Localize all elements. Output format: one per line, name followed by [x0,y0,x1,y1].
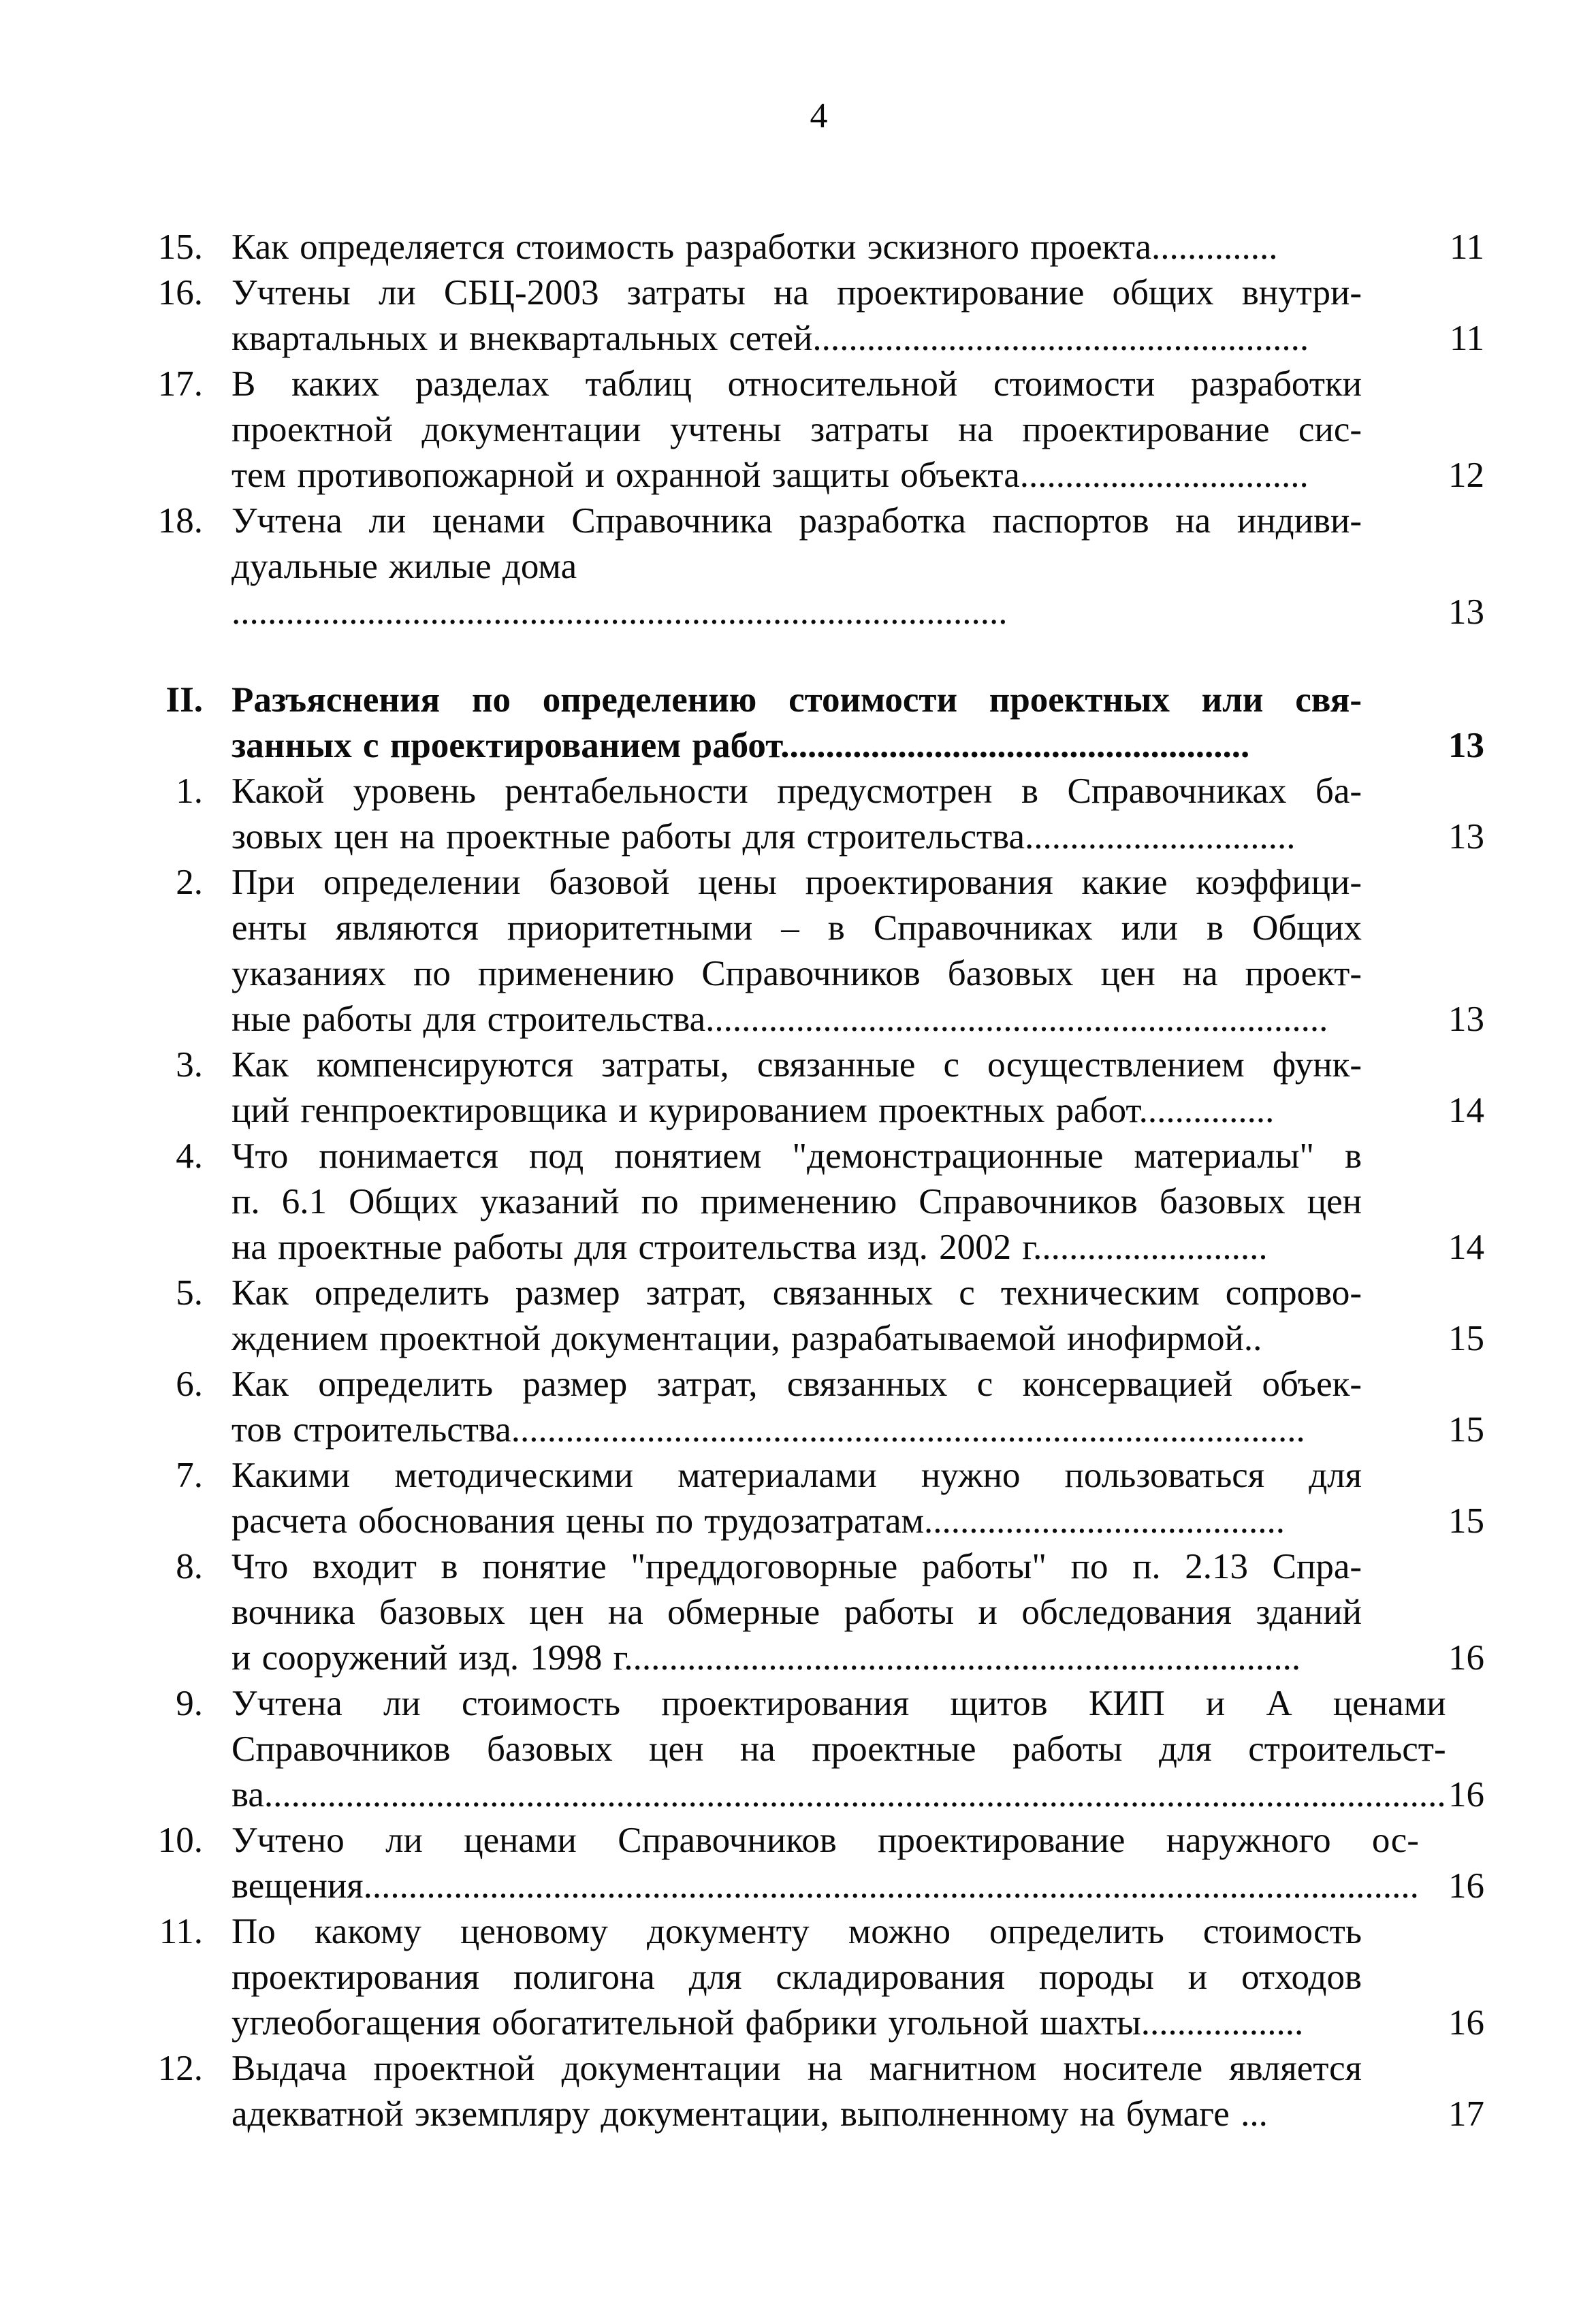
toc-entry-number: 11. [159,1912,203,1951]
toc-entry-text [232,225,1362,270]
toc-entry-page-number: 13 [1448,726,1484,765]
toc-entry-page-number: 13 [1448,592,1484,632]
toc-entry-text [232,1362,1362,1453]
toc-entry-page-number: 13 [1448,999,1484,1039]
toc-entry-line: вещения..................................................................................................................... [232,1866,1419,1906]
toc-entry [153,270,1484,362]
toc-entry-text [232,769,1362,860]
toc-entry-line: При определении базовой цены проектирования какие коэффици- [232,863,1362,902]
toc-entry-page-number: 15 [1448,1501,1484,1541]
toc-entry-number: 6. [176,1364,203,1404]
toc-entry [153,1681,1484,1818]
toc-entry-page-number: 16 [1448,1638,1484,1678]
toc-entry-line: занных с проектированием работ.................................................... [232,726,1250,765]
toc-entry-line: Какой уровень рентабельности предусмотрен в Справочниках ба- [232,771,1362,811]
toc-entry-number: 15. [157,227,203,267]
toc-entry-number: 7. [176,1456,203,1495]
toc-entry-line: ждением проектной документации, разрабатываемой инофирмой.. [232,1319,1262,1358]
toc-entry-page-number: 15 [1448,1410,1484,1450]
page-number-header: 4 [810,97,828,135]
toc-entry-text [232,1909,1362,2046]
toc-entry-line: расчета обоснования цены по трудозатратам........................................ [232,1501,1286,1541]
toc-entry-line: проектной документации учтены затраты на проектирование сис- [232,410,1362,449]
toc-entry-text [232,1134,1362,1270]
toc-entry-text [232,270,1362,362]
toc-entry-line: Разъяснения по определению стоимости проектных или свя- [232,680,1362,720]
toc-entry-text [232,1042,1362,1134]
toc-entry-text [232,1818,1419,1909]
toc-entry-page-number: 11 [1449,227,1484,267]
toc-entry [153,1362,1484,1453]
toc-entry-line: вочника базовых цен на обмерные работы и обследования зданий [232,1593,1362,1632]
toc-entry [153,860,1484,1042]
toc-entry-line: зовых цен на проектные работы для строительства.............................. [232,817,1296,857]
toc-entry-page-number: 16 [1448,2003,1484,2043]
toc-entry-text [232,362,1362,498]
toc-entry-line: углеобогащения обогатительной фабрики угольной шахты.................. [232,2003,1304,2043]
toc-entry-line: указаниях по применению Справочников базовых цен на проект- [232,954,1362,993]
toc-entry-page-number: 14 [1448,1228,1484,1267]
toc-entry-number: 12. [157,2049,203,2088]
toc-entry [153,1042,1484,1134]
toc-entry-line: енты являются приоритетными – в Справочниках или в Общих [232,908,1362,948]
toc-entry-text [232,860,1362,1042]
toc-entry-line: Какими методическими материалами нужно пользоваться для [232,1456,1362,1495]
toc-entry-line: Что понимается под понятием "демонстрационные материалы" в [232,1136,1362,1176]
toc-entry-line: тем противопожарной и охранной защиты объекта................................ [232,455,1309,495]
toc-entry [153,1544,1484,1681]
toc-entry [153,1270,1484,1362]
toc-entry-page-number: 14 [1448,1091,1484,1130]
toc-entry-text [232,1453,1362,1544]
toc-entry-page-number: 16 [1448,1775,1484,1814]
toc-entry [153,769,1484,860]
table-of-contents [153,225,1484,2137]
toc-entry [153,2046,1484,2137]
toc-entry-number: 2. [176,863,203,902]
toc-entry-number: 5. [176,1273,203,1313]
toc-entry-number: II. [165,680,203,720]
toc-entry-line: ций генпроектировщика и курированием проектных работ............... [232,1091,1275,1130]
toc-entry-line: ные работы для строительства..................................................................... [232,999,1328,1039]
toc-entry-text [232,677,1362,769]
toc-entry-line: По какому ценовому документу можно определить стоимость [232,1912,1362,1951]
toc-entry-line: ва................................................................................................................................... [232,1775,1446,1814]
toc-entry-line: на проектные работы для строительства изд. 2002 г.......................... [232,1228,1268,1267]
toc-entry-page-number: 15 [1448,1319,1484,1358]
toc-entry-text [232,498,1362,635]
toc-entry [153,1909,1484,2046]
toc-entry-number: 10. [157,1821,203,1860]
toc-entry-line: Выдача проектной документации на магнитном носителе является [232,2049,1362,2088]
toc-entry [153,1453,1484,1544]
toc-entry-line: Справочников базовых цен на проектные работы для строительст- [232,1729,1446,1769]
toc-entry-line: п. 6.1 Общих указаний по применению Справочников базовых цен [232,1182,1362,1221]
toc-entry-text [232,1270,1362,1362]
toc-entry-line: Учтена ли ценами Справочника разработка паспортов на индиви- [232,501,1362,541]
toc-entry-text [232,2046,1362,2137]
toc-entry-number: 16. [157,273,203,313]
toc-entry-number: 3. [176,1045,203,1085]
toc-entry-page-number: 13 [1448,817,1484,857]
toc-entry-line: Учтена ли стоимость проектирования щитов КИП и А ценами [232,1684,1446,1723]
toc-entry-page-number: 16 [1448,1866,1484,1906]
toc-entry-number: 18. [157,501,203,541]
toc-entry-line: В каких разделах таблиц относительной стоимости разработки [232,364,1362,404]
toc-entry-text [232,1544,1362,1681]
toc-entry-line: и сооружений изд. 1998 г........................................................................... [232,1638,1301,1678]
toc-entry-line: Учтено ли ценами Справочников проектирование наружного ос- [232,1821,1419,1860]
toc-entry-line: Как компенсируются затраты, связанные с осуществлением функ- [232,1045,1362,1085]
toc-entry-line: проектирования полигона для складирования породы и отходов [232,1957,1362,1997]
toc-entry-number: 17. [157,364,203,404]
toc-entry [153,1134,1484,1270]
toc-entry [153,498,1484,635]
toc-entry [153,362,1484,498]
toc-entry-line: адекватной экземпляру документации, выполненному на бумаге ... [232,2094,1268,2134]
toc-entry-number: 9. [176,1684,203,1723]
toc-entry-line: Как определить размер затрат, связанных с техническим сопрово- [232,1273,1362,1313]
toc-entry-page-number: 12 [1448,455,1484,495]
toc-entry-line: дуальные жилые дома ...................................................................................... [232,547,1008,632]
toc-entry-line: Как определить размер затрат, связанных с консервацией объек- [232,1364,1362,1404]
toc-entry-line: Что входит в понятие "преддоговорные работы" по п. 2.13 Спра- [232,1547,1362,1586]
toc-entry-text [232,1681,1446,1818]
toc-entry [153,225,1484,270]
toc-entry-line: тов строительства........................................................................................ [232,1410,1305,1450]
toc-entry [153,677,1484,769]
toc-entry-line: квартальных и внеквартальных сетей....................................................... [232,319,1309,358]
toc-entry-number: 8. [176,1547,203,1586]
toc-entry-page-number: 11 [1449,319,1484,358]
toc-entry-number: 4. [176,1136,203,1176]
toc-entry-line: Как определяется стоимость разработки эскизного проекта.............. [232,227,1278,267]
toc-entry [153,1818,1484,1909]
toc-entry-page-number: 17 [1448,2094,1484,2134]
toc-entry-number: 1. [176,771,203,811]
toc-entry-line: Учтены ли СБЦ-2003 затраты на проектирование общих внутри- [232,273,1362,313]
